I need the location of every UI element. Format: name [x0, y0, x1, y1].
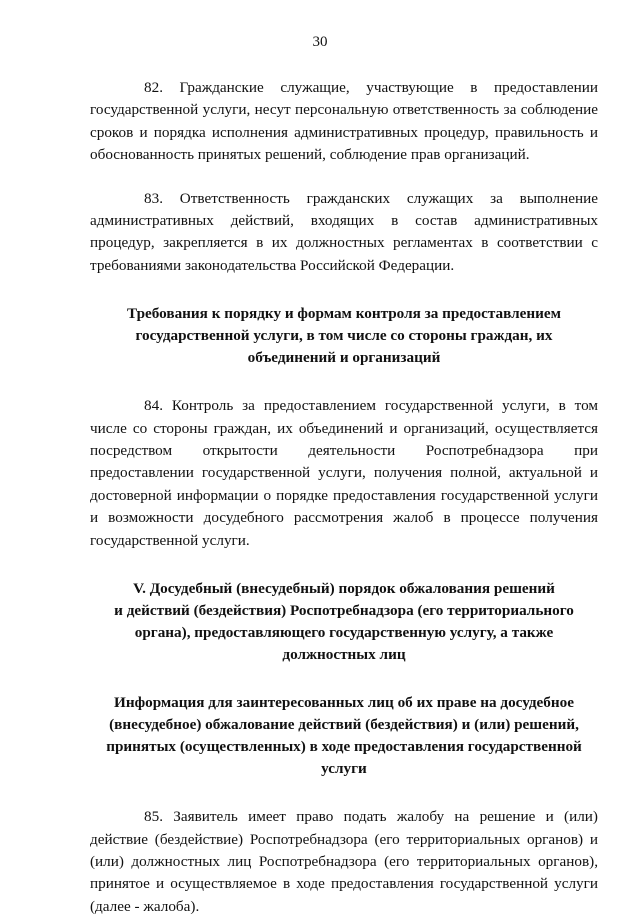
heading-line: Информация для заинтересованных лиц об их праве на досудебное	[114, 694, 574, 712]
heading-line: принятых (осуществленных) в ходе предоставления государственной	[106, 738, 582, 756]
heading-line: объединений и организаций	[247, 349, 441, 367]
heading-line: и действий (бездействия) Роспотребнадзора (его территориального	[114, 602, 574, 620]
heading-information	[90, 692, 598, 780]
paragraph-84: 84. Контроль за предоставлением государственной услуги, в том числе со стороны граждан, их объединений и организаций, осуществляется посредством открытости деятельности Роспотребнадзора при предоставлении государственной услуги, получения полной, актуальной и достоверной информации о порядке предоставления государственной услуги и возможности досудебного рассмотрения жалоб в процессе получения государственной услуги.	[90, 397, 598, 549]
spacer	[90, 780, 598, 806]
heading-line: (внесудебное) обжалование действий (бездействия) и (или) решений,	[109, 716, 579, 734]
heading-line: V. Досудебный (внесудебный) порядок обжалования решений	[133, 580, 555, 598]
heading-line: государственной услуги, в том числе со стороны граждан, их	[135, 327, 553, 345]
heading-section-v	[90, 578, 598, 666]
spacer	[90, 369, 598, 395]
heading-line: должностных лиц	[282, 646, 406, 664]
heading-control-requirements	[90, 303, 598, 369]
heading-line: органа), предоставляющего государственную услугу, а также	[134, 624, 554, 642]
spacer	[90, 666, 598, 692]
spacer	[90, 277, 598, 303]
spacer	[90, 552, 598, 578]
heading-line: Требования к порядку и формам контроля за предоставлением	[127, 305, 561, 323]
page-number: 30	[312, 34, 328, 50]
paragraph-82: 82. Гражданские служащие, участвующие в предоставлении государственной услуги, несут персональную ответственность за соблюдение сроков и порядка исполнения административных процедур, правильность и обоснованность принятых решений, соблюдение прав организаций.	[90, 79, 598, 164]
spacer	[90, 167, 598, 188]
document-body	[90, 77, 598, 918]
heading-line: услуги	[321, 760, 367, 778]
paragraph-85: 85. Заявитель имеет право подать жалобу на решение и (или) действие (бездействие) Роспотребнадзора (его территориальных органов) и (или) должностных лиц Роспотребнадзора (его территориальных органов), принятое и осуществляемое в ходе предоставления государственной услуги (далее - жалоба).	[90, 808, 598, 915]
paragraph-83: 83. Ответственность гражданских служащих за выполнение административных действий, входящих в состав административных процедур, закрепляется в их должностных регламентах в соответствии с требованиями законодательства Российской Федерации.	[90, 189, 598, 274]
